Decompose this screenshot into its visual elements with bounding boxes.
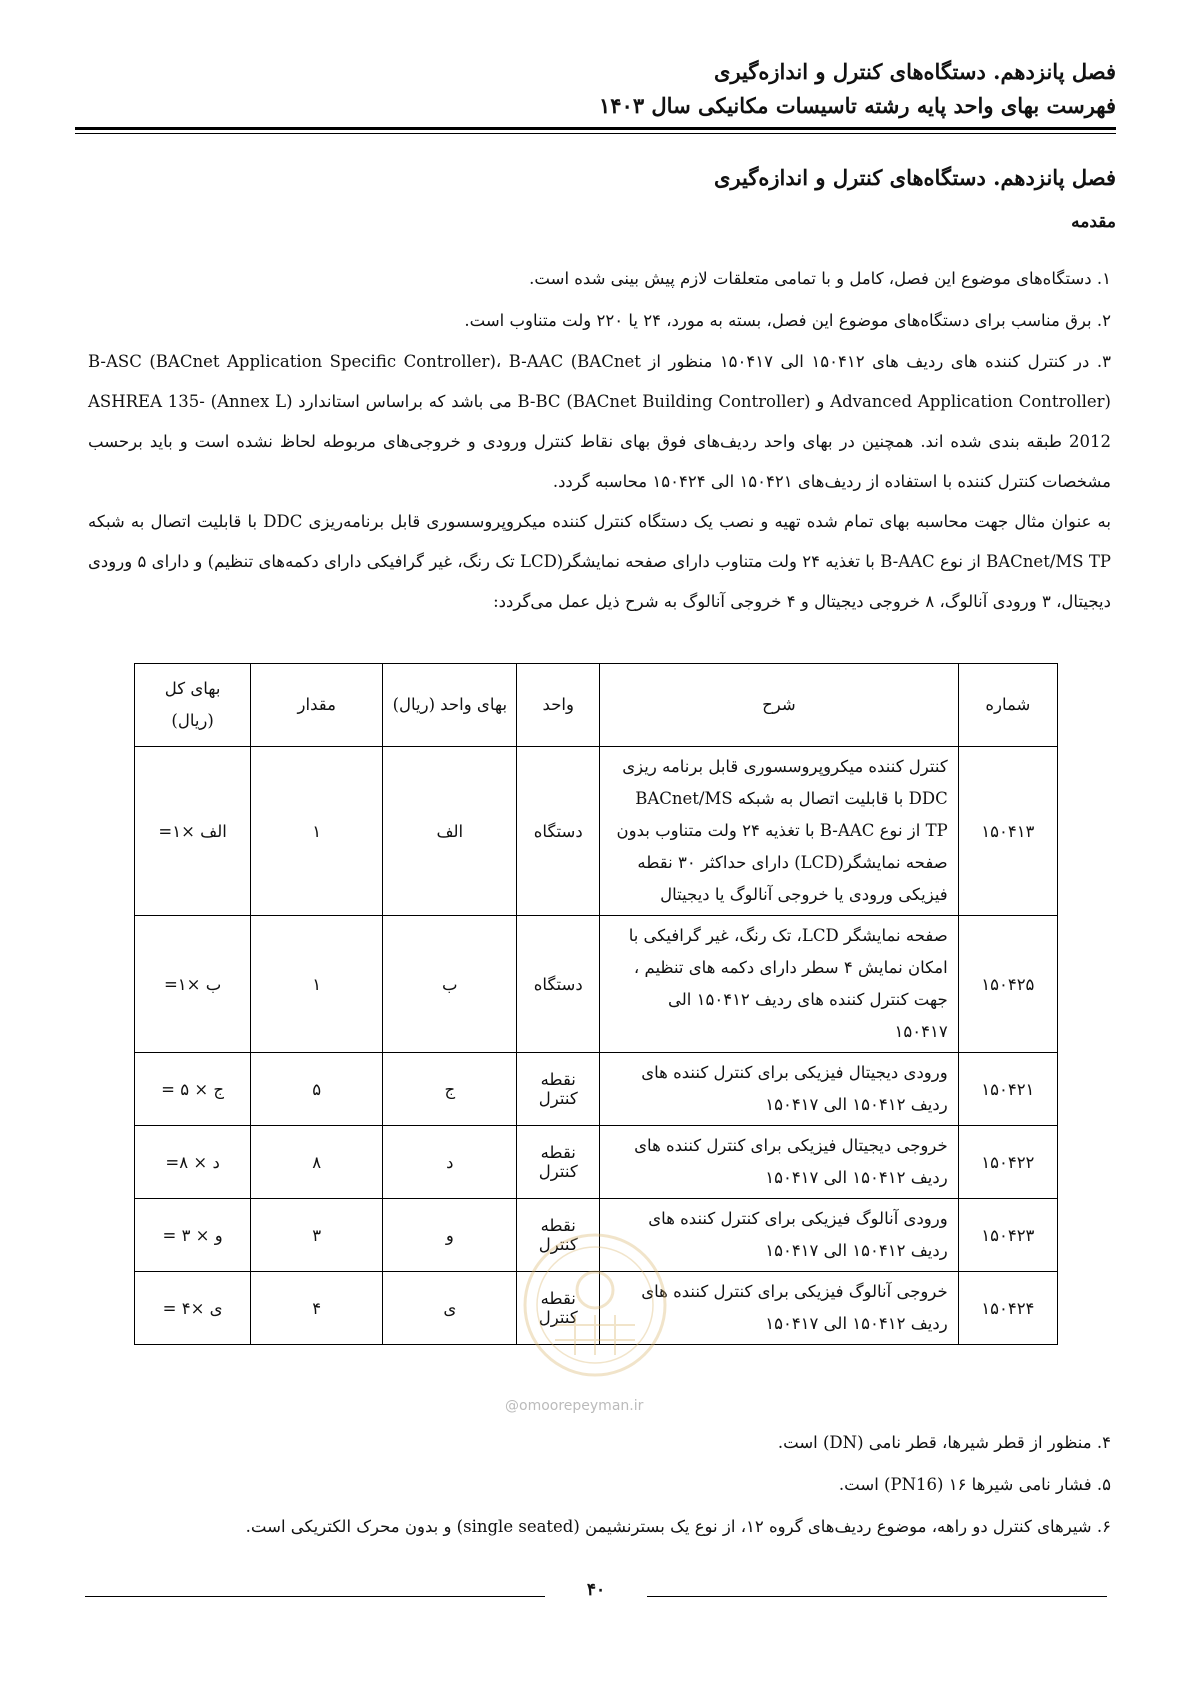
row-quantity: ۱ xyxy=(251,916,383,1053)
row-unit-price: د xyxy=(383,1126,517,1199)
row-number: ۱۵۰۴۲۱ xyxy=(958,1053,1057,1126)
row-description: خروجی دیجیتال فیزیکی برای کنترل کننده های ردیف ۱۵۰۴۱۲ الی ۱۵۰۴۱۷ xyxy=(600,1126,959,1199)
row-number: ۱۵۰۴۲۴ xyxy=(958,1272,1057,1345)
header-number: شماره xyxy=(958,664,1057,747)
row-description: خروجی آنالوگ فیزیکی برای کنترل کننده های ردیف ۱۵۰۴۱۲ الی ۱۵۰۴۱۷ xyxy=(600,1272,959,1345)
header-description: شرح xyxy=(600,664,959,747)
page-header xyxy=(75,55,1116,123)
row-description: ورودی آنالوگ فیزیکی برای کنترل کننده های ردیف ۱۵۰۴۱۲ الی ۱۵۰۴۱۷ xyxy=(600,1199,959,1272)
row-quantity: ۱ xyxy=(251,747,383,916)
row-quantity: ۵ xyxy=(251,1053,383,1126)
header-unit: واحد xyxy=(517,664,600,747)
row-quantity: ۳ xyxy=(251,1199,383,1272)
header-rule-thick xyxy=(75,127,1116,130)
row-total: ی ×۴ = xyxy=(135,1272,251,1345)
intro-paragraphs xyxy=(88,258,1111,622)
row-total: الف ×۱= xyxy=(135,747,251,916)
row-description: صفحه نمایشگر LCD، تک رنگ، غیر گرافیکی با امکان نمایش ۴ سطر دارای دکمه های تنظیم ، جهت کنترل کننده های ردیف ۱۵۰۴۱۲ الی ۱۵۰۴۱۷ xyxy=(600,916,959,1053)
section-title: فصل پانزدهم. دستگاه‌های کنترل و اندازه‌گیری xyxy=(714,165,1116,190)
row-unit-price: الف xyxy=(383,747,517,916)
intro-heading: مقدمه xyxy=(1071,212,1116,232)
header-total: بهای کل (ریال) xyxy=(135,664,251,747)
intro-item-2: ۲. برق مناسب برای دستگاه‌های موضوع این فصل، بسته به مورد، ۲۴ یا ۲۲۰ ولت متناوب است. xyxy=(464,311,1111,330)
row-unit-price: و xyxy=(383,1199,517,1272)
intro-item-1: ۱. دستگاه‌های موضوع این فصل، کامل و با تمامی متعلقات لازم پیش بینی شده است. xyxy=(529,269,1111,288)
intro-item-3: ۳. در کنترل کننده های ردیف های ۱۵۰۴۱۲ الی ۱۵۰۴۱۷ منظور از B-ASC (BACnet Application Specific Controller)، B-AAC (BACnet Advanced Application Controller) و B-BC (BACnet Building Controller) می باشد که براساس استاندارد (Annex L) ASHREA 135-2012 طبقه بندی شده اند. همچنین در بهای واحد ردیف‌های فوق بهای نقاط کنترل ورودی و خروجی‌های مربوطه لحاظ نشده است و باید برحسب مشخصات کنترل کننده با استفاده از ردیف‌های ۱۵۰۴۲۱ الی ۱۵۰۴۲۴ محاسبه گردد. xyxy=(88,352,1111,491)
note-item-5: ۵. فشار نامی شیرها ۱۶ (PN16) است. xyxy=(838,1475,1111,1494)
watermark-url: @omoorepeyman.ir xyxy=(505,1398,644,1414)
note-item-4: ۴. منظور از قطر شیرها، قطر نامی (DN) است. xyxy=(777,1433,1111,1452)
header-rule-thin xyxy=(75,133,1116,134)
header-quantity: مقدار xyxy=(251,664,383,747)
row-unit: نقطه کنترل xyxy=(517,1126,600,1199)
row-unit: نقطه کنترل xyxy=(517,1199,600,1272)
row-unit: دستگاه xyxy=(517,916,600,1053)
table-row xyxy=(135,747,1058,916)
table-row xyxy=(135,1126,1058,1199)
row-number: ۱۵۰۴۲۵ xyxy=(958,916,1057,1053)
row-unit: نقطه کنترل xyxy=(517,1053,600,1126)
row-total: و × ۳ = xyxy=(135,1199,251,1272)
table-row xyxy=(135,916,1058,1053)
footer-rule-left xyxy=(85,1596,545,1597)
watermark-logo-icon xyxy=(520,1230,670,1380)
header-list-title: فهرست بهای واحد پایه رشته تاسیسات مکانیکی سال ۱۴۰۳ xyxy=(598,93,1116,118)
intro-example: به عنوان مثال جهت محاسبه بهای تمام شده تهیه و نصب یک دستگاه کنترل کننده میکروپروسسوری قابل برنامه‌ریزی DDC با قابلیت اتصال به شبکه BACnet/MS TP از نوع B-AAC با تغذیه ۲۴ ولت متناوب دارای صفحه نمایشگر(LCD تک رنگ، غیر گرافیکی دارای دکمه‌های تنظیم) و دارای ۵ ورودی دیجیتال، ۳ ورودی آنالوگ، ۸ خروجی دیجیتال و ۴ خروجی آنالوگ به شرح ذیل عمل می‌گردد: xyxy=(88,512,1112,611)
row-unit: دستگاه xyxy=(517,747,600,916)
row-number: ۱۵۰۴۲۲ xyxy=(958,1126,1057,1199)
row-description: کنترل کننده میکروپروسسوری قابل برنامه ریزی DDC با قابلیت اتصال به شبکه BACnet/MS TP از نوع B-AAC با تغذیه ۲۴ ولت متناوب بدون صفحه نمایشگر(LCD) دارای حداکثر ۳۰ نقطه فیزیکی ورودی یا خروجی آنالوگ یا دیجیتال xyxy=(600,747,959,916)
row-description: ورودی دیجیتال فیزیکی برای کنترل کننده های ردیف ۱۵۰۴۱۲ الی ۱۵۰۴۱۷ xyxy=(600,1053,959,1126)
notes-list xyxy=(88,1422,1111,1548)
row-unit-price: ج xyxy=(383,1053,517,1126)
row-total: ب ×۱= xyxy=(135,916,251,1053)
row-unit-price: ی xyxy=(383,1272,517,1345)
row-quantity: ۸ xyxy=(251,1126,383,1199)
row-number: ۱۵۰۴۲۳ xyxy=(958,1199,1057,1272)
row-unit: نقطه کنترل xyxy=(517,1272,600,1345)
table-row xyxy=(135,1053,1058,1126)
row-unit-price: ب xyxy=(383,916,517,1053)
page-number: ۴۰ xyxy=(586,1580,606,1600)
row-number: ۱۵۰۴۱۳ xyxy=(958,747,1057,916)
row-total: ج × ۵ = xyxy=(135,1053,251,1126)
header-unit-price: بهای واحد (ریال) xyxy=(383,664,517,747)
row-total: د × ۸= xyxy=(135,1126,251,1199)
note-item-6: ۶. شیرهای کنترل دو راهه، موضوع ردیف‌های گروه ۱۲، از نوع یک بسترنشیمن (single seated) و بدون محرک الکتریکی است. xyxy=(245,1517,1111,1536)
header-chapter-title: فصل پانزدهم. دستگاه‌های کنترل و اندازه‌گیری xyxy=(714,59,1116,84)
table-header-row xyxy=(135,664,1058,747)
footer-rule-right xyxy=(647,1596,1107,1597)
row-quantity: ۴ xyxy=(251,1272,383,1345)
